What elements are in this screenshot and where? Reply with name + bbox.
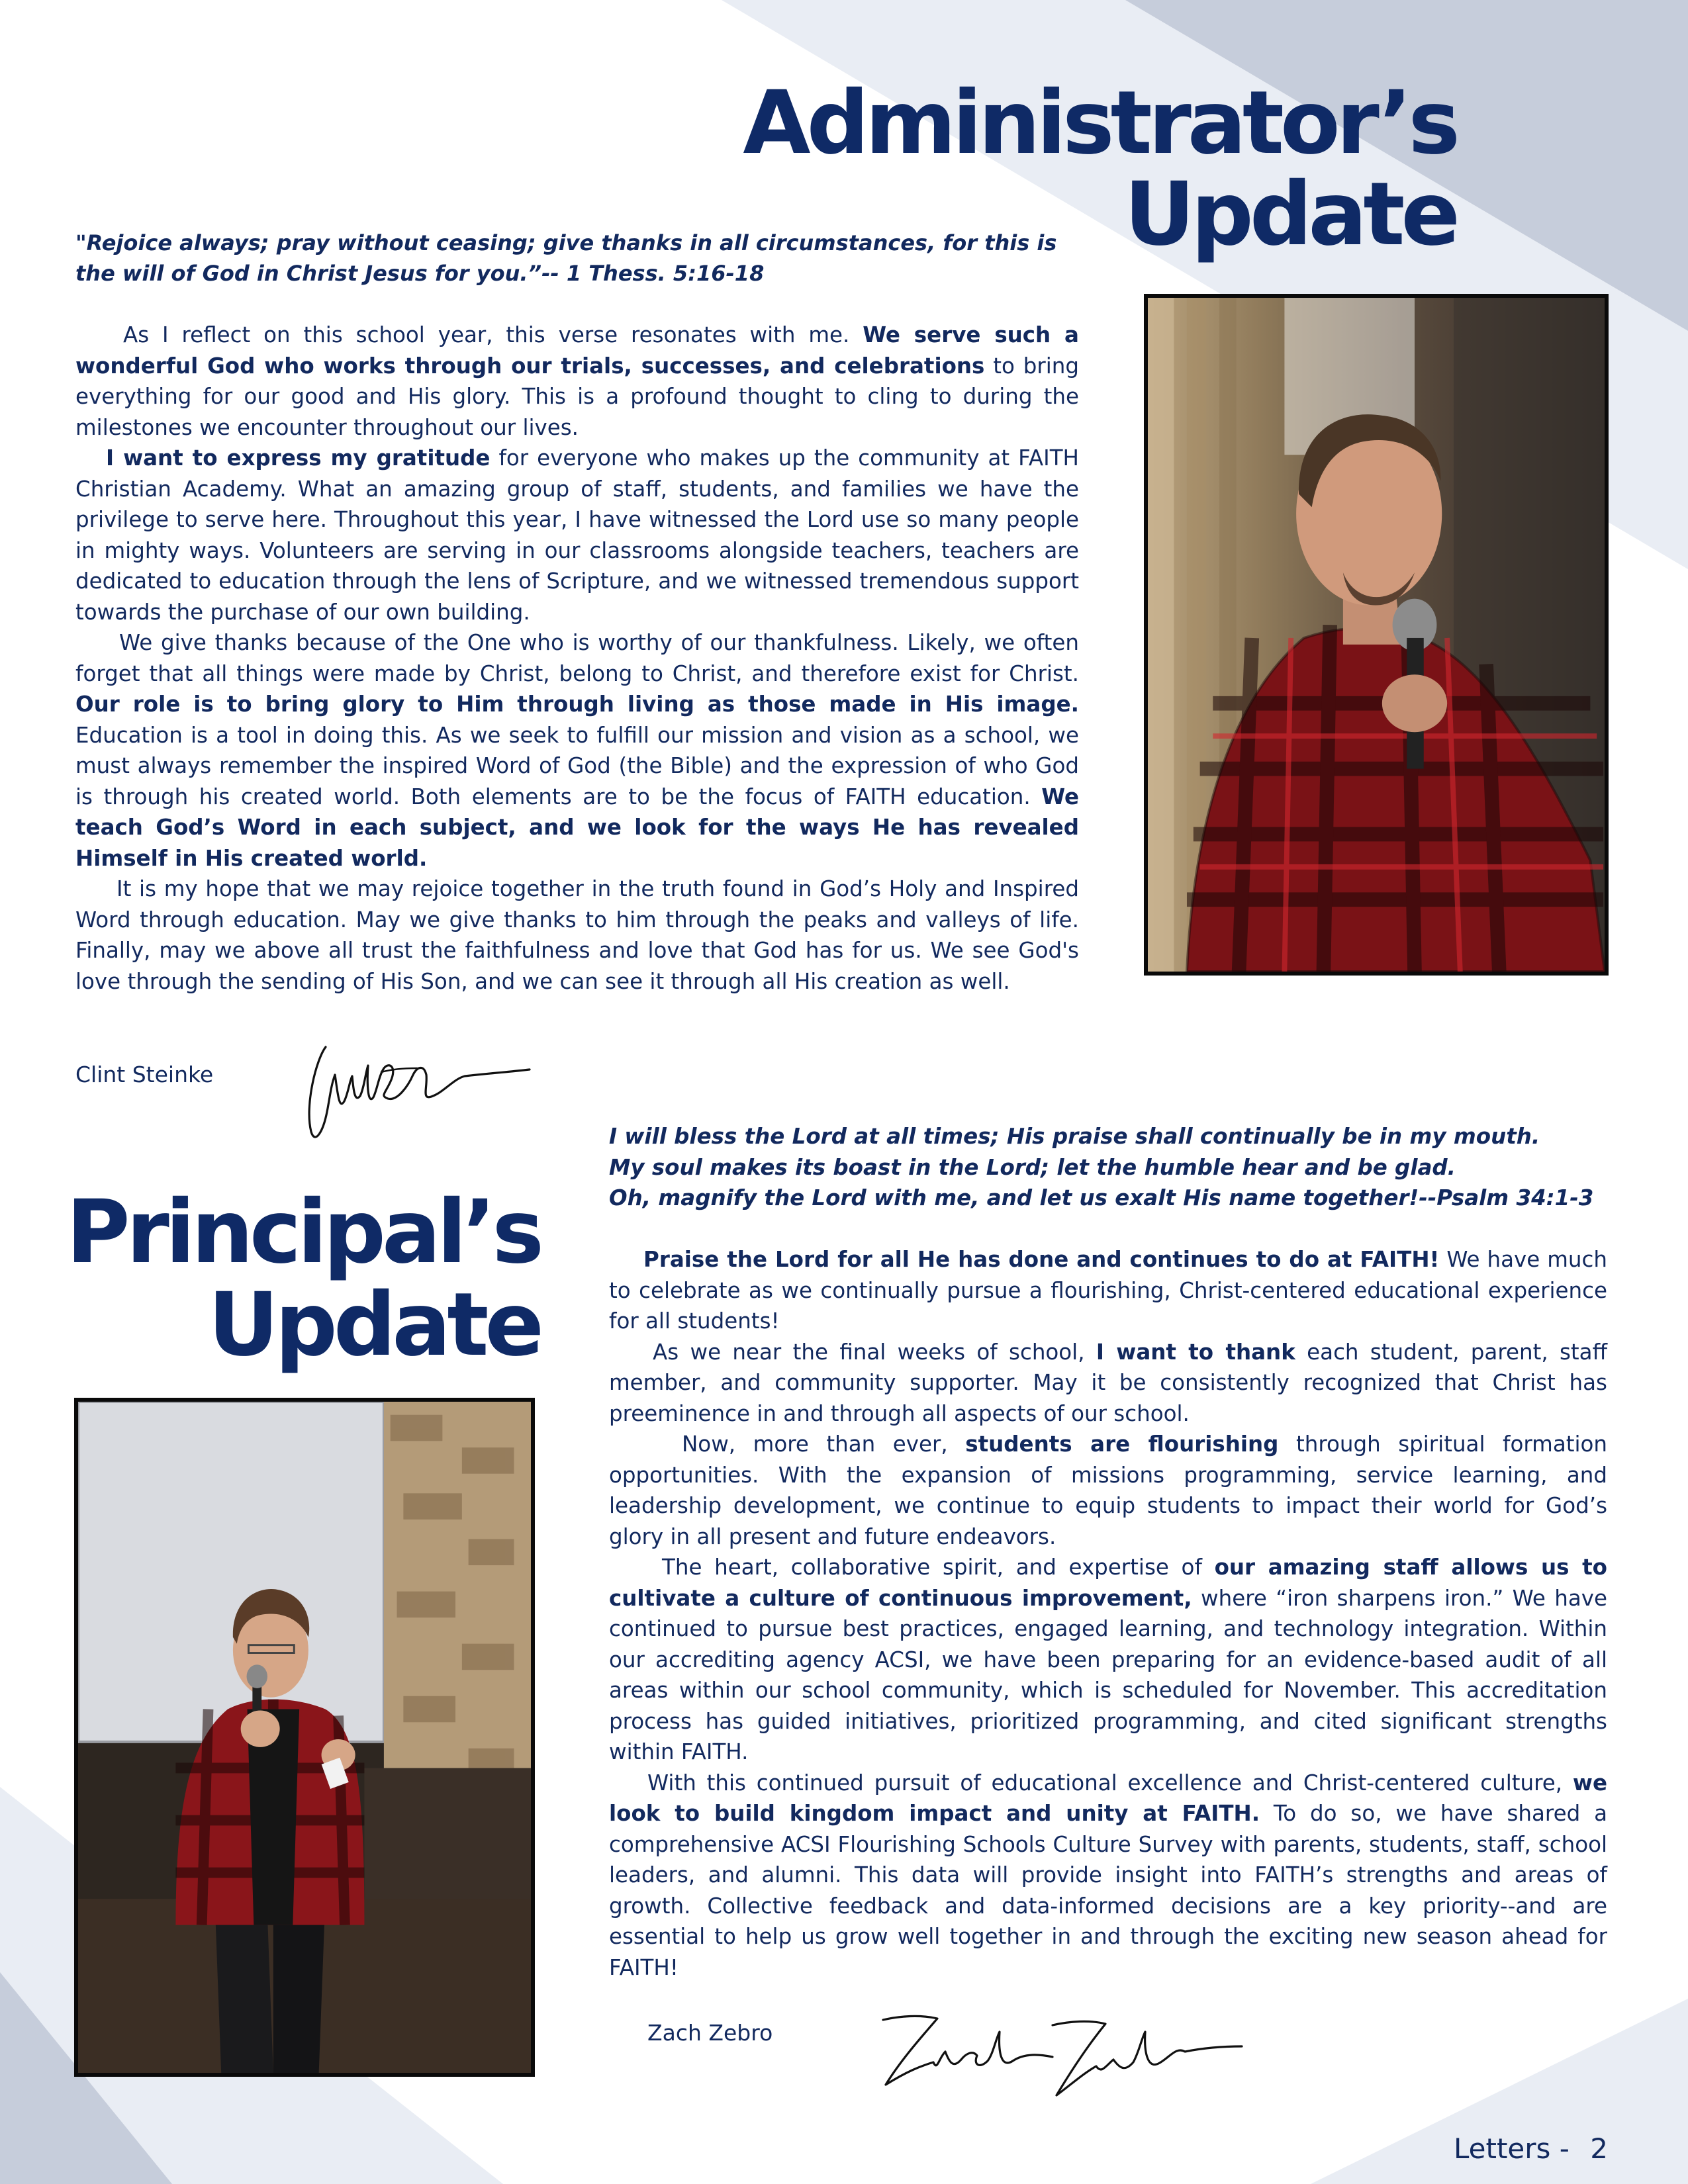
footer-page-number: 2	[1590, 2132, 1609, 2165]
principal-paragraph-3: Now, more than ever, students are flourishing through spiritual formation opportunities. With the expansion of missions programming, service learning, and leadership development, we continue to equip students to impact their world for God’s glory in all present and future endeavors.	[609, 1432, 1607, 1549]
admin-verse-line2: the will of God in Christ Jesus for you.”-- 1 Thess. 5:16-18	[75, 261, 765, 286]
principal-verse	[609, 1121, 1628, 1214]
principal-signature-image	[874, 2005, 1244, 2105]
principal-paragraph-4: The heart, collaborative spirit, and expertise of our amazing staff allows us to cultivate a culture of continuous improvement, where “iron sharpens iron.” We have continued to pursue best practices, engaged learning, and technology integration. Within our accrediting agency ACSI, we have been preparing for an evidence-based audit of all areas within our school community, which is scheduled for November. This accreditation process has guided initiatives, prioritized programming, and cited significant strengths within FAITH.	[609, 1555, 1607, 1764]
admin-verse-line1: "Rejoice always; pray without ceasing; give thanks in all circumstances, for this is	[75, 230, 1057, 255]
admin-verse	[75, 228, 1082, 289]
principal-verse-line2: My soul makes its boast in the Lord; let the humble hear and be glad.	[609, 1154, 1456, 1180]
principal-verse-line3: Oh, magnify the Lord with me, and let us exalt His name together!--Psalm 34:1-3	[609, 1185, 1594, 1210]
admin-paragraph-3: We give thanks because of the One who is worthy of our thankfulness. Likely, we often forget that all things were made by Christ, belong to Christ, and therefore exist for Christ. Our role is to bring glory to Him through living as those made in His image. Education is a tool in doing this. As we seek to fulfill our mission and vision as a school, we must always remember the inspired Word of God (the Bible) and the expression of who God is through his created world. Both elements are to be the focus of FAITH education. We teach God’s Word in each subject, and we look for the ways He has revealed Himself in His created world.	[75, 630, 1079, 871]
principal-heading-line2: Update	[208, 1274, 540, 1376]
admin-photo	[1144, 294, 1609, 976]
principal-heading-line1: Principal’s	[66, 1181, 540, 1283]
principal-paragraph-2: As we near the final weeks of school, I want to thank each student, parent, staff member, and community supporter. May it be consistently recognized that Christ has preeminence in and through all aspects of our school.	[609, 1339, 1607, 1426]
principal-heading	[60, 1181, 540, 1376]
principal-signer-name: Zach Zebro	[647, 2020, 773, 2046]
admin-signer-name: Clint Steinke	[75, 1062, 214, 1087]
admin-paragraph-1: As I reflect on this school year, this verse resonates with me. We serve such a wonderful God who works through our trials, successes, and celebrations to bring everything for our good and His glory. This is a profound thought to cling to during the milestones we encounter throughout our lives.	[75, 322, 1080, 440]
admin-signature-image	[291, 1032, 543, 1152]
principal-paragraph-1: Praise the Lord for all He has done and continues to do at FAITH! We have much to celebrate as we continually pursue a flourishing, Christ-centered educational experience for all students!	[609, 1247, 1607, 1334]
admin-heading-line2: Update	[1124, 163, 1456, 265]
admin-heading-line1: Administrator’s	[743, 72, 1456, 174]
admin-paragraph-2: I want to express my gratitude for everyone who makes up the community at FAITH Christian Academy. What an amazing group of staff, students, and families we have the privilege to serve here. Throughout this year, I have witnessed the Lord use so many people in mighty ways. Volunteers are serving in our classrooms alongside teachers, teachers are dedicated to education through the lens of Scripture, and we witnessed tremendous support towards the purchase of our own building.	[75, 445, 1079, 625]
principal-paragraph-5: With this continued pursuit of educational excellence and Christ-centered culture, we look to build kingdom impact and unity at FAITH. To do so, we have shared a comprehensive ACSI Flourishing Schools Culture Survey with parents, students, staff, school leaders, and alumni. This data will provide insight into FAITH’s strengths and areas of growth. Collective feedback and data-informed decisions are a key priority--and are essential to help us grow well together in and through the exciting new season ahead for FAITH!	[609, 1770, 1607, 1980]
page-footer	[1454, 2132, 1608, 2165]
admin-paragraph-4: It is my hope that we may rejoice together in the truth found in God’s Holy and Inspired Word through education. May we give thanks to him through the peaks and valleys of life. Finally, may we above all trust the faithfulness and love that God has for us. We see God's love through the sending of His Son, and we can see it through all His creation as well.	[75, 876, 1079, 994]
principal-letter-body	[609, 1244, 1607, 1983]
principal-photo	[74, 1398, 535, 2077]
principal-verse-line1: I will bless the Lord at all times; His praise shall continually be in my mouth.	[609, 1124, 1540, 1149]
footer-section-label: Letters -	[1454, 2132, 1570, 2165]
admin-letter-body	[75, 320, 1079, 997]
